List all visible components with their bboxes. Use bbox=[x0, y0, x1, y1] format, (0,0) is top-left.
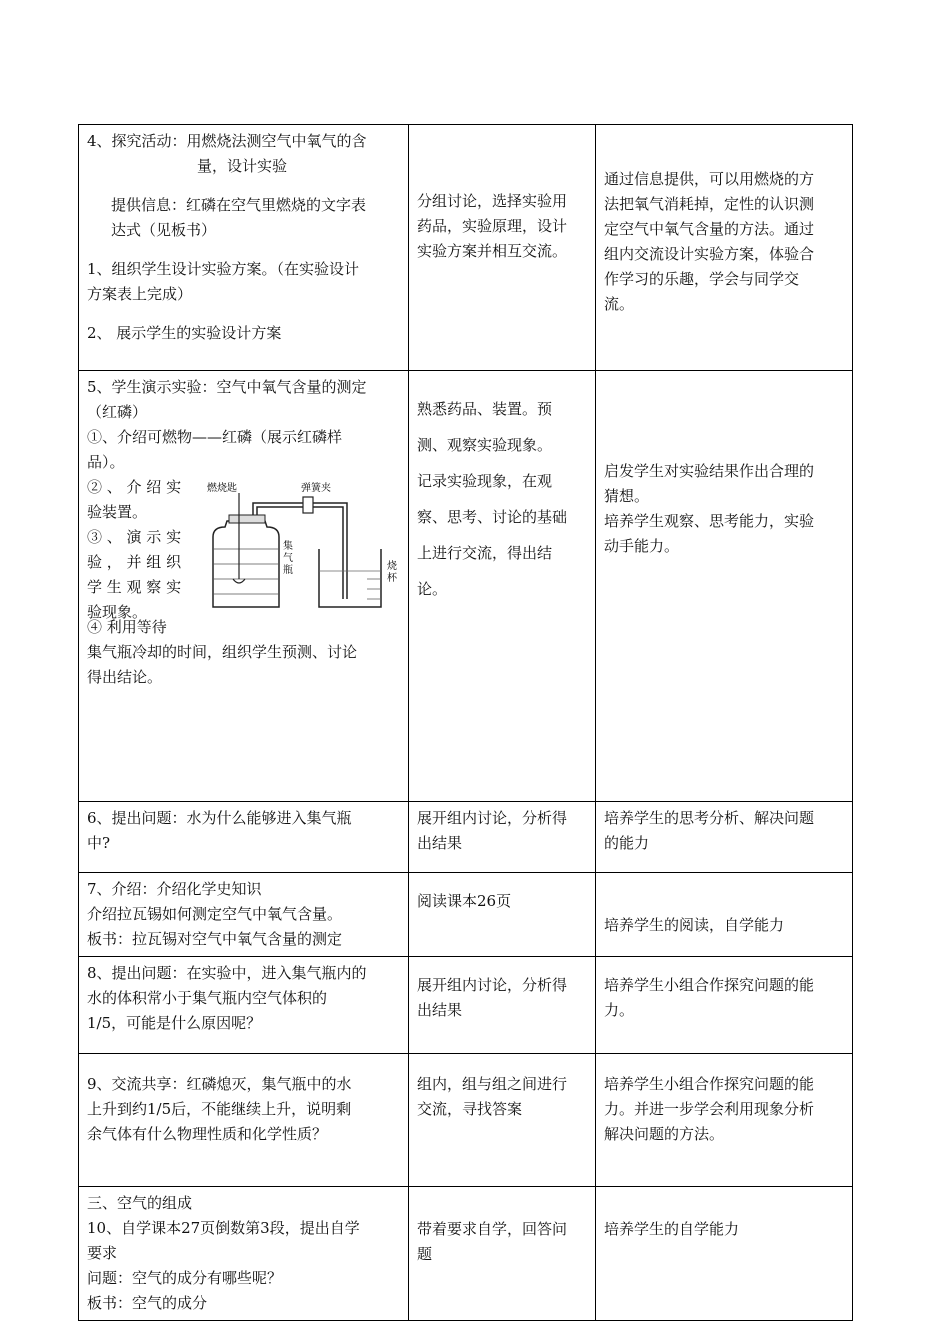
text-line: 品）。 bbox=[87, 453, 125, 471]
text-line: 2、 展示学生的实验设计方案 bbox=[87, 324, 282, 342]
table-row bbox=[79, 957, 853, 1054]
apparatus-diagram bbox=[205, 479, 405, 615]
text-line: 解决问题的方法。 bbox=[604, 1125, 725, 1143]
design-intent-cell bbox=[596, 873, 853, 957]
teacher-activity-cell bbox=[79, 873, 409, 957]
text-line: 启发学生对实验结果作出合理的 bbox=[604, 462, 815, 480]
text-line: 培养学生的自学能力 bbox=[604, 1220, 740, 1238]
text-line: 板书：拉瓦锡对空气中氧气含量的测定 bbox=[87, 930, 343, 948]
text-line: 板书：空气的成分 bbox=[87, 1294, 208, 1312]
text-line: （红磷） bbox=[87, 403, 148, 421]
text-line: ①、介绍可燃物——红磷（展示红磷样 bbox=[87, 428, 343, 446]
text-line: ② 、 介 绍 实 bbox=[87, 478, 182, 496]
text-line: 力。 bbox=[604, 1001, 635, 1019]
text-line: 集气瓶冷却的时间，组织学生预测、讨论 bbox=[87, 643, 358, 661]
student-activity-cell bbox=[409, 802, 596, 873]
text-line: 展开组内讨论，分析得 bbox=[417, 976, 568, 994]
text-line: 9、交流共享：红磷熄灭，集气瓶中的水 bbox=[87, 1075, 352, 1093]
text-line: 猜想。 bbox=[604, 487, 650, 505]
text-line: 要求 bbox=[87, 1244, 118, 1262]
student-activity-cell bbox=[409, 371, 596, 802]
text-line: 上进行交流，得出结 bbox=[417, 544, 553, 562]
text-line: 的能力 bbox=[604, 834, 650, 852]
text-line: 1/5，可能是什么原因呢？ bbox=[87, 1014, 262, 1032]
figure-label-char: 气 bbox=[283, 553, 293, 564]
text-line: 流。 bbox=[604, 295, 635, 313]
figure-label bbox=[283, 539, 293, 576]
text-line: 出结果 bbox=[417, 834, 463, 852]
text-line: 培养学生的思考分析、解决问题 bbox=[604, 809, 815, 827]
text-line: 通过信息提供，可以用燃烧的方 bbox=[604, 170, 815, 188]
teacher-activity-cell bbox=[79, 802, 409, 873]
text-line: 培养学生的阅读，自学能力 bbox=[604, 916, 785, 934]
text-line: 培养学生观察、思考能力，实验 bbox=[604, 512, 815, 530]
figure-label bbox=[387, 559, 398, 584]
figure-label-char: 集 bbox=[283, 541, 293, 552]
student-activity-cell bbox=[409, 1187, 596, 1321]
teacher-activity-cell bbox=[79, 1187, 409, 1321]
text-line: 7、介绍：介绍化学史知识 bbox=[87, 880, 262, 898]
text-line: 记录实验现象，在观 bbox=[417, 472, 553, 490]
figure-label-char: 杯 bbox=[387, 573, 397, 584]
text-line: 得出结论。 bbox=[87, 668, 163, 686]
teacher-activity-cell bbox=[79, 957, 409, 1054]
student-activity-cell bbox=[409, 873, 596, 957]
text-line: 方案表上完成） bbox=[87, 285, 193, 303]
text-line: 题 bbox=[417, 1245, 433, 1263]
text-line: 余气体有什么物理性质和化学性质？ bbox=[87, 1125, 328, 1143]
text-line: 法把氧气消耗掉，定性的认识测 bbox=[604, 195, 815, 213]
table-row bbox=[79, 1187, 853, 1321]
design-intent-cell bbox=[596, 802, 853, 873]
text-line: 5、学生演示实验：空气中氧气含量的测定 bbox=[87, 378, 367, 396]
figure-label-char: 瓶 bbox=[283, 565, 293, 576]
text-line: 作学习的乐趣，学会与同学交 bbox=[604, 270, 800, 288]
text-line: 水的体积常小于集气瓶内空气体积的 bbox=[87, 989, 328, 1007]
table-row bbox=[79, 125, 853, 371]
text-line: 验现象。 bbox=[87, 603, 148, 621]
text-line: 介绍拉瓦锡如何测定空气中氧气含量。 bbox=[87, 905, 343, 923]
design-intent-cell bbox=[596, 125, 853, 371]
text-line: 带着要求自学，回答问 bbox=[417, 1220, 568, 1238]
text-line: 出结果 bbox=[417, 1001, 463, 1019]
student-activity-cell bbox=[409, 1054, 596, 1187]
text-line: ④ 利用等待 bbox=[87, 618, 167, 636]
student-activity-cell bbox=[409, 125, 596, 371]
text-line: 4、探究活动：用燃烧法测空气中氧气的含 bbox=[87, 132, 367, 150]
table-row bbox=[79, 873, 853, 957]
text-line: 8、提出问题：在实验中，进入集气瓶内的 bbox=[87, 964, 367, 982]
apparatus-block bbox=[87, 475, 400, 621]
text-line: ③ 、 演 示 实 bbox=[87, 528, 182, 546]
text-line: 论。 bbox=[417, 580, 448, 598]
design-intent-cell bbox=[596, 1187, 853, 1321]
lesson-plan-table bbox=[78, 124, 853, 1321]
design-intent-cell bbox=[596, 957, 853, 1054]
design-intent-cell bbox=[596, 1054, 853, 1187]
text-line: 培养学生小组合作探究问题的能 bbox=[604, 976, 815, 994]
text-line: 量，设计实验 bbox=[197, 157, 288, 175]
student-activity-cell bbox=[409, 957, 596, 1054]
text-line: 达式（见板书） bbox=[111, 221, 217, 239]
beaker-shape bbox=[319, 549, 381, 607]
teacher-activity-cell bbox=[79, 371, 409, 802]
text-line: 10、自学课本27页倒数第3段，提出自学 bbox=[87, 1219, 360, 1237]
text-line: 学 生 观 察 实 bbox=[87, 578, 182, 596]
text-line: 交流，寻找答案 bbox=[417, 1100, 523, 1118]
text-line: 1、组织学生设计实验方案。（在实验设计 bbox=[87, 260, 360, 278]
text-line: 上升到约1/5后，不能继续上升，说明剩 bbox=[87, 1100, 352, 1118]
text-line: 药品，实验原理，设计 bbox=[417, 217, 568, 235]
design-intent-cell bbox=[596, 371, 853, 802]
text-line: 验 ， 并 组 织 bbox=[87, 553, 182, 571]
figure-label: 弹簧夹 bbox=[301, 483, 331, 494]
text-line: 展开组内讨论，分析得 bbox=[417, 809, 568, 827]
text-line: 阅读课本26页 bbox=[417, 892, 512, 910]
text-line: 力。并进一步学会利用现象分析 bbox=[604, 1100, 815, 1118]
table-row bbox=[79, 371, 853, 802]
text-line: 测、观察实验现象。 bbox=[417, 436, 553, 454]
text-line: 组内交流设计实验方案，体验合 bbox=[604, 245, 815, 263]
stopper-shape bbox=[229, 515, 265, 523]
text-line: 6、提出问题：水为什么能够进入集气瓶 bbox=[87, 809, 352, 827]
delivery-tube-shape bbox=[253, 503, 347, 599]
table-row bbox=[79, 1054, 853, 1187]
figure-label: 燃烧匙 bbox=[207, 483, 237, 494]
text-line: 提供信息：红磷在空气里燃烧的文字表 bbox=[111, 196, 367, 214]
text-line: 熟悉药品、装置。预 bbox=[417, 400, 553, 418]
text-line: 动手能力。 bbox=[604, 537, 680, 555]
figure-label-char: 烧 bbox=[387, 561, 397, 572]
text-line: 培养学生小组合作探究问题的能 bbox=[604, 1075, 815, 1093]
text-line: 定空气中氧气含量的方法。通过 bbox=[604, 220, 815, 238]
text-line: 实验方案并相互交流。 bbox=[417, 242, 568, 260]
teacher-activity-cell bbox=[79, 1054, 409, 1187]
table-row bbox=[79, 802, 853, 873]
text-line: 验装置。 bbox=[87, 503, 148, 521]
text-line: 分组讨论，选择实验用 bbox=[417, 192, 568, 210]
spring-clamp-shape bbox=[303, 497, 313, 513]
teacher-activity-cell bbox=[79, 125, 409, 371]
text-line: 察、思考、讨论的基础 bbox=[417, 508, 568, 526]
text-line: 问题：空气的成分有哪些呢？ bbox=[87, 1269, 283, 1287]
text-line: 三、空气的组成 bbox=[87, 1194, 193, 1212]
text-line: 中? bbox=[87, 834, 111, 852]
text-line: 组内，组与组之间进行 bbox=[417, 1075, 568, 1093]
